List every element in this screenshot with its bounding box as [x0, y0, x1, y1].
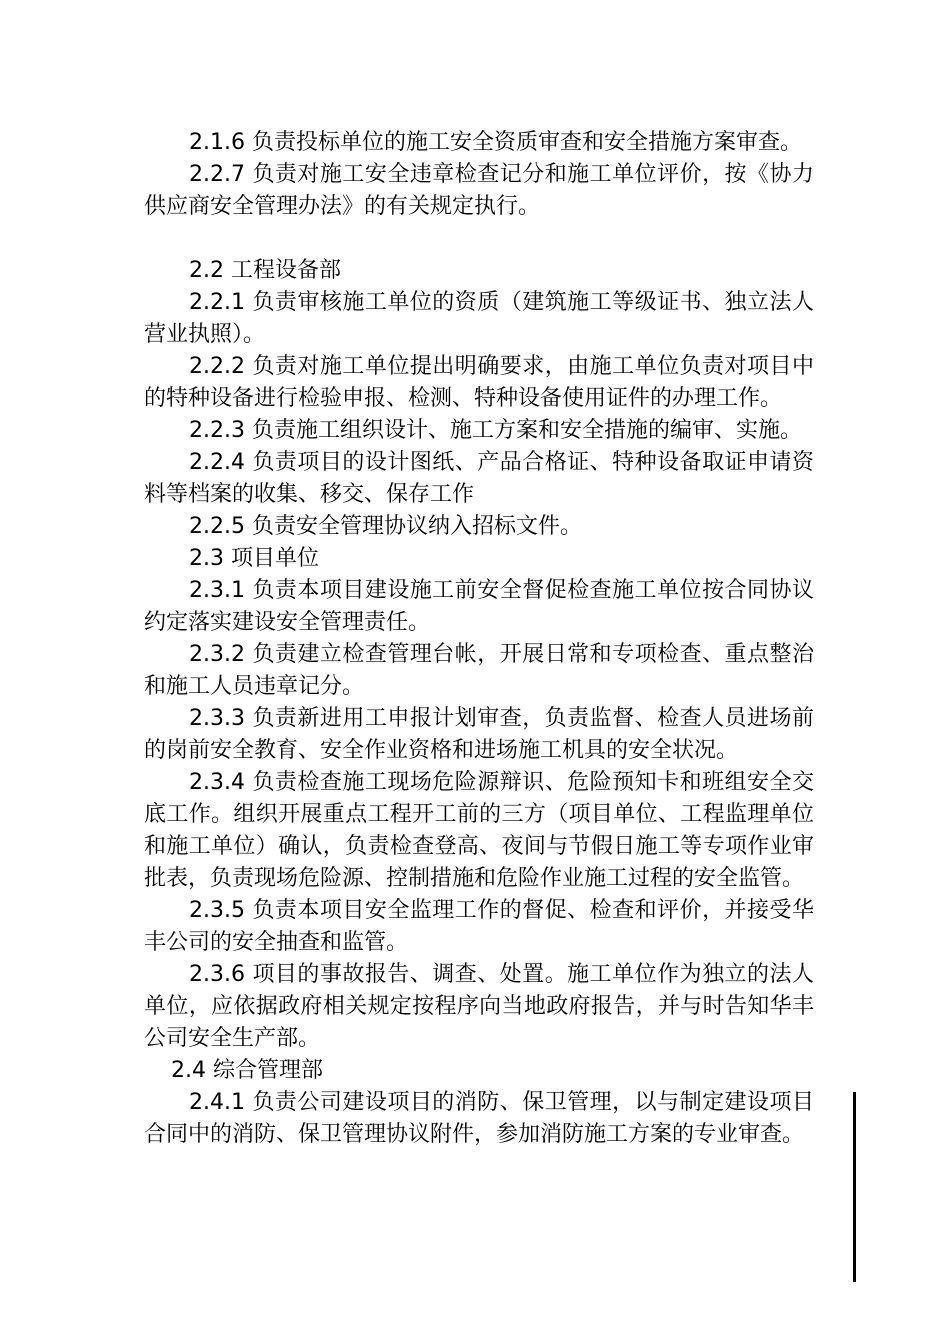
document-body [144, 127, 814, 1151]
clause-2-2-1: 2.2.1 负责审核施工单位的资质（建筑施工等级证书、独立法人营业执照）。 [144, 290, 814, 347]
clause-2-2-7: 2.2.7 负责对施工安全违章检查记分和施工单位评价，按《协力供应商安全管理办法》的有关规定执行。 [144, 162, 814, 219]
clause-2-3-1: 2.3.1 负责本项目建设施工前安全督促检查施工单位按合同协议约定落实建设安全管理责任。 [144, 578, 814, 635]
section-heading-2-2: 2.2 工程设备部 [189, 258, 341, 283]
clause-2-3-5: 2.3.5 负责本项目安全监理工作的督促、检查和评价，并接受华丰公司的安全抽查和监管。 [144, 898, 814, 955]
section-heading-2-3: 2.3 项目单位 [189, 546, 319, 571]
clause-2-3-6: 2.3.6 项目的事故报告、调查、处置。施工单位作为独立的法人单位，应依据政府相关规定按程序向当地政府报告，并与时告知华丰公司安全生产部。 [144, 962, 814, 1051]
clause-2-3-3: 2.3.3 负责新进用工申报计划审查，负责监督、检查人员进场前的岗前安全教育、安全作业资格和进场施工机具的安全状况。 [144, 706, 814, 763]
paragraph-gap [144, 223, 814, 255]
clause-2-3-4: 2.3.4 负责检查施工现场危险源辩识、危险预知卡和班组安全交底工作。组织开展重点工程开工前的三方（项目单位、工程监理单位和施工单位）确认，负责检查登高、夜间与节假日施工等专项作业审批表，负责现场危险源、控制措施和危险作业施工过程的安全监管。 [144, 770, 814, 891]
clause-2-3-2: 2.3.2 负责建立检查管理台帐，开展日常和专项检查、重点整治和施工人员违章记分。 [144, 642, 814, 699]
section-heading-2-4: 2.4 综合管理部 [171, 1058, 323, 1083]
clause-2-2-5: 2.2.5 负责安全管理协议纳入招标文件。 [189, 514, 582, 539]
clause-2-2-3: 2.2.3 负责施工组织设计、施工方案和安全措施的编审、实施。 [189, 418, 802, 443]
clause-2-2-2: 2.2.2 负责对施工单位提出明确要求，由施工单位负责对项目中的特种设备进行检验申报、检测、特种设备使用证件的办理工作。 [144, 354, 814, 411]
clause-2-2-4: 2.2.4 负责项目的设计图纸、产品合格证、特种设备取证申请资料等档案的收集、移交、保存工作 [144, 450, 814, 507]
clause-2-4-1: 2.4.1 负责公司建设项目的消防、保卫管理，以与制定建设项目合同中的消防、保卫管理协议附件，参加消防施工方案的专业审查。 [144, 1090, 814, 1147]
clause-2-1-6: 2.1.6 负责投标单位的施工安全资质审查和安全措施方案审查。 [189, 130, 802, 155]
margin-rule-line [853, 1092, 856, 1282]
